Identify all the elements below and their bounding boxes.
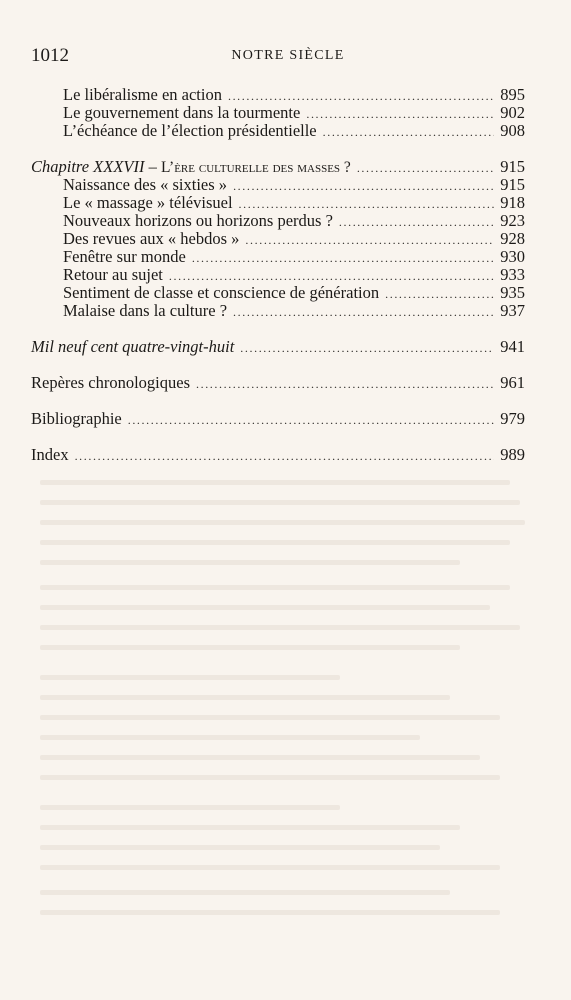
toc-entry-label: Bibliographie — [31, 409, 122, 428]
toc-entry-label: Fenêtre sur monde — [63, 247, 186, 266]
toc-entry — [31, 284, 525, 302]
toc-entry-label: Naissance des « sixties » — [63, 175, 228, 194]
chapter-title: L’ère culturelle des masses ? — [161, 159, 351, 176]
toc-entry — [31, 230, 525, 248]
leader-dots — [192, 249, 494, 267]
toc-entry-label: Index — [31, 445, 69, 464]
table-of-contents — [31, 86, 525, 464]
show-through-line — [40, 560, 460, 565]
show-through-line — [40, 735, 420, 740]
leader-dots — [75, 447, 495, 465]
leader-dots — [357, 159, 494, 177]
spacer — [31, 140, 525, 158]
running-head — [31, 45, 525, 71]
toc-entry-page: 895 — [500, 85, 525, 104]
leader-dots — [339, 213, 494, 231]
toc-entry — [31, 212, 525, 230]
show-through-line — [40, 695, 450, 700]
spacer — [31, 320, 525, 338]
chapter-dash: – — [144, 157, 161, 176]
show-through-line — [40, 500, 520, 505]
spacer — [31, 356, 525, 374]
toc-entry-label: Malaise dans la culture ? — [63, 301, 228, 320]
show-through-line — [40, 585, 510, 590]
toc-entry-label: Repères chronologiques — [31, 373, 190, 392]
show-through-text — [40, 470, 540, 920]
leader-dots — [245, 231, 494, 249]
show-through-line — [40, 625, 520, 630]
leader-dots — [233, 303, 494, 321]
toc-entry-label: Le libéralisme en action — [63, 85, 222, 104]
toc-entry-page: 961 — [500, 373, 525, 392]
show-through-line — [40, 845, 440, 850]
toc-entry-page: 941 — [500, 337, 525, 356]
toc-entry-page: 908 — [500, 121, 525, 140]
toc-entry-label: Sentiment de classe et conscience de génération — [63, 283, 380, 302]
toc-entry — [31, 122, 525, 140]
toc-entry — [31, 176, 525, 194]
toc-entry-page: 915 — [500, 175, 525, 194]
toc-entry-page: 918 — [500, 193, 525, 212]
show-through-line — [40, 645, 460, 650]
show-through-line — [40, 675, 340, 680]
toc-entry-page: 989 — [500, 445, 525, 464]
toc-entry-page: 937 — [500, 301, 525, 320]
show-through-line — [40, 605, 490, 610]
show-through-line — [40, 910, 500, 915]
spacer — [31, 392, 525, 410]
toc-entry-label: L’échéance de l’élection présidentielle — [63, 121, 317, 140]
toc-entry — [31, 302, 525, 320]
show-through-line — [40, 890, 450, 895]
show-through-line — [40, 775, 500, 780]
toc-entry — [31, 248, 525, 266]
toc-entry-page: 930 — [500, 247, 525, 266]
show-through-line — [40, 480, 510, 485]
running-title: NOTRE SIÈCLE — [231, 48, 345, 63]
toc-entry-page: 928 — [500, 229, 525, 248]
show-through-line — [40, 825, 460, 830]
toc-entry-label: Le gouvernement dans la tourmente — [63, 103, 301, 122]
toc-entry-label: Le « massage » télévisuel — [63, 193, 233, 212]
toc-entry-label: Retour au sujet — [63, 265, 163, 284]
spacer — [31, 428, 525, 446]
toc-entry — [31, 194, 525, 212]
leader-dots — [233, 177, 494, 195]
toc-epilogue-entry — [31, 338, 525, 356]
show-through-line — [40, 520, 525, 525]
leader-dots — [240, 339, 494, 357]
show-through-line — [40, 715, 500, 720]
toc-entry — [31, 266, 525, 284]
toc-entry-page: 923 — [500, 211, 525, 230]
page-number: 1012 — [31, 45, 69, 66]
leader-dots — [385, 285, 494, 303]
show-through-line — [40, 865, 500, 870]
toc-chapter-entry — [31, 158, 525, 176]
leader-dots — [323, 123, 495, 141]
toc-entry-page: 902 — [500, 103, 525, 122]
toc-reperes-entry — [31, 374, 525, 392]
toc-entry-page: 933 — [500, 265, 525, 284]
leader-dots — [306, 105, 494, 123]
leader-dots — [128, 411, 495, 429]
leader-dots — [196, 375, 494, 393]
toc-entry-page: 915 — [500, 157, 525, 176]
toc-entry-label: Des revues aux « hebdos » — [63, 229, 240, 248]
toc-index-entry — [31, 446, 525, 464]
show-through-line — [40, 755, 480, 760]
chapter-number: Chapitre XXXVII — [31, 157, 145, 176]
toc-entry-label: Nouveaux horizons ou horizons perdus ? — [63, 211, 333, 230]
toc-bibliographie-entry — [31, 410, 525, 428]
toc-entry-page: 979 — [500, 409, 525, 428]
show-through-line — [40, 805, 340, 810]
toc-entry-label: Mil neuf cent quatre-vingt-huit — [31, 337, 235, 356]
toc-entry — [31, 86, 525, 104]
toc-entry-page: 935 — [500, 283, 525, 302]
toc-entry — [31, 104, 525, 122]
show-through-line — [40, 540, 510, 545]
